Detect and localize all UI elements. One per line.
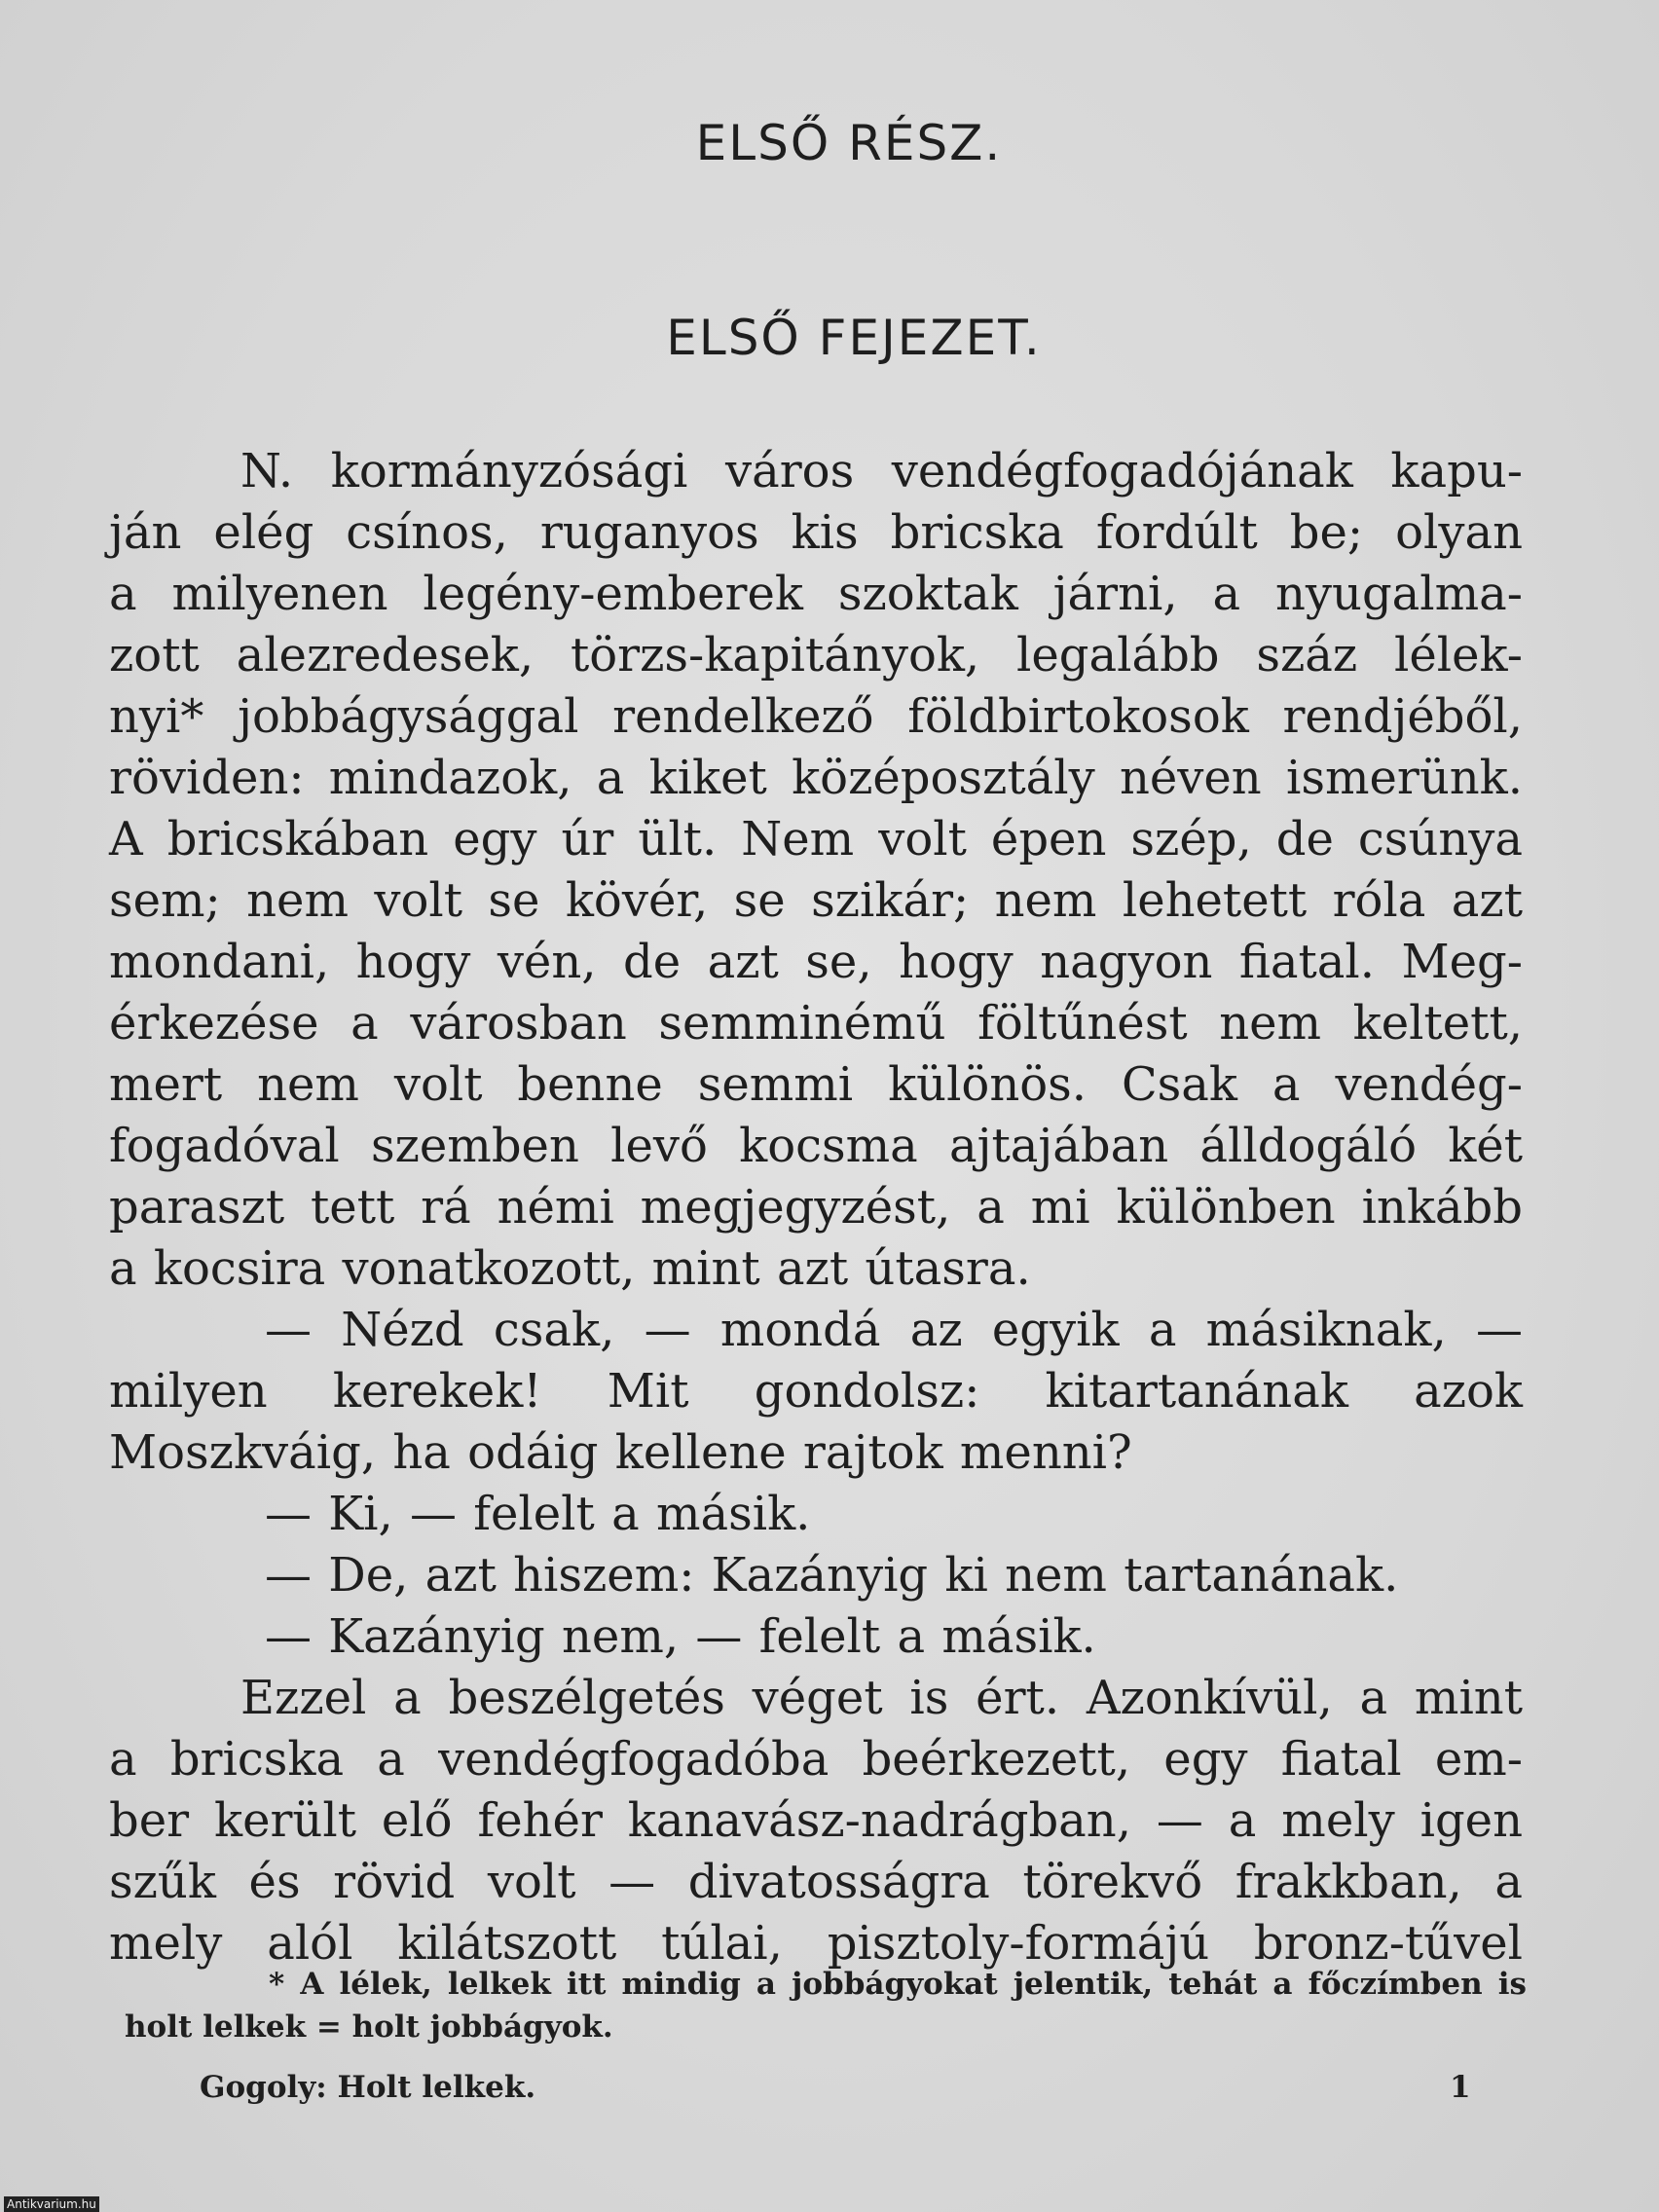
footnote-line: * A lélek, lelkek itt mindig a jobbágyokat jelentik, tehát a főczímben is xyxy=(269,1967,1527,2002)
text-line: — De, azt hiszem: Kazányig ki nem tartanának. xyxy=(265,1548,1399,1603)
text-line: röviden: mindazok, a kiket középosztály néven ismerünk. xyxy=(109,751,1523,805)
text-line: zott alezredesek, törzs-kapitányok, legalább száz lélek- xyxy=(109,628,1523,682)
part-title: ELSŐ RÉSZ. xyxy=(695,115,1003,171)
text-line: mondani, hogy vén, de azt se, hogy nagyon fiatal. Meg- xyxy=(109,935,1523,989)
text-line: érkezése a városban semminémű föltűnést nem keltett, xyxy=(109,996,1523,1051)
text-line: milyen kerekek! Mit gondolsz: kitartanának azok xyxy=(109,1364,1523,1419)
text-line: mert nem volt benne semmi különös. Csak a vendég- xyxy=(109,1057,1523,1112)
footnote xyxy=(125,1963,1527,2048)
text-line: a bricska a vendégfogadóba beérkezett, egy fiatal em- xyxy=(109,1732,1523,1787)
text-line: A bricskában egy úr ült. Nem volt épen szép, de csúnya xyxy=(109,812,1523,866)
text-line: — Kazányig nem, — felelt a másik. xyxy=(265,1609,1096,1664)
text-line: Ezzel a beszélgetés véget is ért. Azonkívül, a mint xyxy=(240,1671,1523,1725)
footnote-line: holt lelkek = holt jobbágyok. xyxy=(125,2009,613,2045)
text-line: paraszt tett rá némi megjegyzést, a mi különben inkább xyxy=(109,1180,1523,1235)
text-line: — Nézd csak, — mondá az egyik a másiknak, — xyxy=(265,1303,1523,1357)
text-line: a kocsira vonatkozott, mint azt útasra. xyxy=(109,1241,1031,1296)
page-number: 1 xyxy=(1450,2070,1471,2105)
chapter-title: ELSŐ FEJEZET. xyxy=(666,310,1042,366)
text-line: — Ki, — felelt a másik. xyxy=(265,1487,811,1541)
text-line: nyi* jobbágysággal rendelkező földbirtokosok rendjéből, xyxy=(109,689,1523,744)
text-line: mely alól kilátszott túlai, pisztoly-formájú bronz-tűvel xyxy=(109,1916,1523,1971)
text-line: a milyenen legény-emberek szoktak járni, a nyugalma- xyxy=(109,567,1523,621)
text-line: Moszkváig, ha odáig kellene rajtok menni? xyxy=(109,1425,1132,1480)
watermark: Antikvarium.hu xyxy=(4,2196,99,2212)
running-footer-title: Gogoly: Holt lelkek. xyxy=(200,2070,536,2105)
text-line: N. kormányzósági város vendégfogadójának kapu- xyxy=(240,444,1523,498)
text-line: fogadóval szemben levő kocsma ajtajában álldogáló két xyxy=(109,1119,1523,1173)
body-text xyxy=(109,441,1523,1974)
text-line: szűk és rövid volt — divatosságra törekvő frakkban, a xyxy=(109,1855,1523,1909)
text-line: sem; nem volt se kövér, se szikár; nem lehetett róla azt xyxy=(109,873,1523,928)
text-line: ján elég csínos, ruganyos kis bricska fordúlt be; olyan xyxy=(109,505,1523,560)
text-line: ber került elő fehér kanavász-nadrágban, — a mely igen xyxy=(109,1793,1523,1848)
